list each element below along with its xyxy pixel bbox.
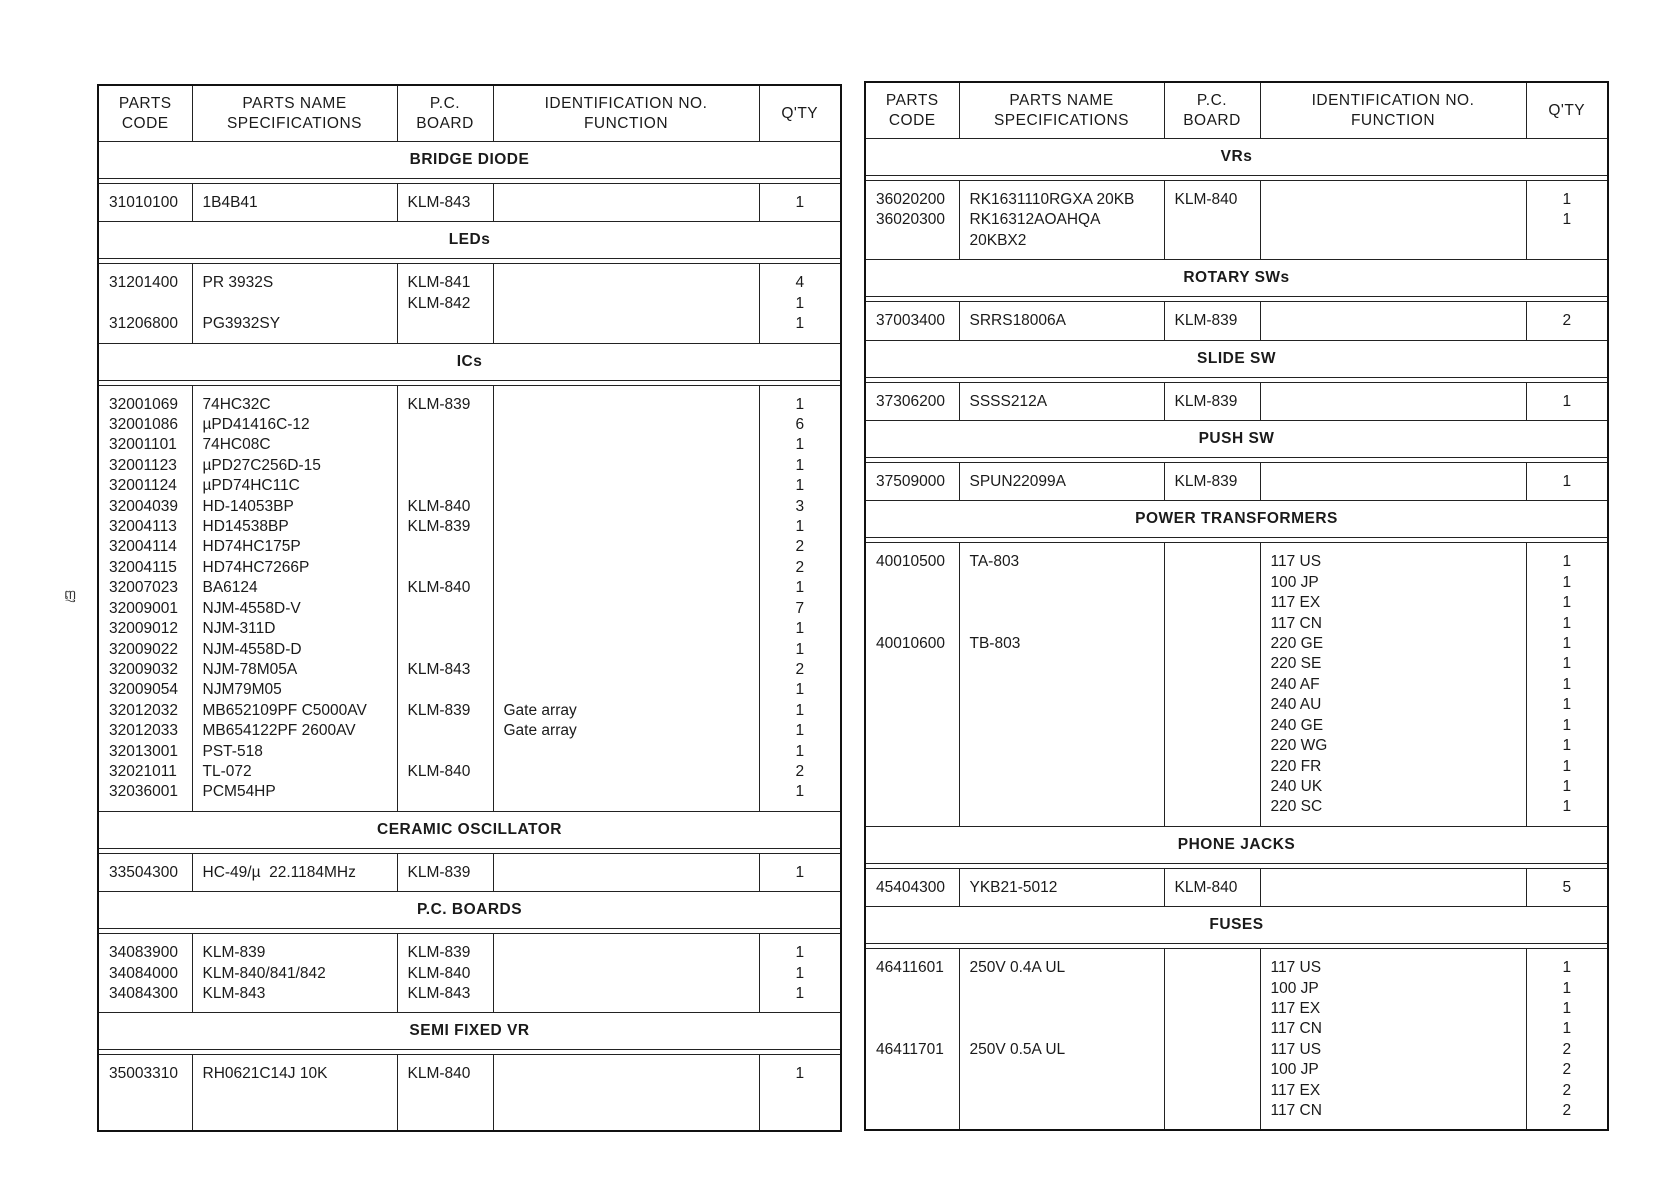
parts-code-cell: 40010500 40010600: [865, 543, 959, 826]
cell-line: 2: [795, 762, 805, 780]
table-row: [98, 385, 841, 811]
cell-line: [504, 517, 749, 537]
cell-line: [408, 742, 483, 762]
cell-line: [504, 619, 749, 639]
cell-line: KLM-843: [407, 660, 471, 678]
cell-line: RK16312AOAHQA: [969, 211, 1101, 229]
cell-line: 1: [795, 722, 805, 740]
cell-line: HD14538BP: [202, 518, 289, 536]
cell-line: 1: [1562, 191, 1572, 208]
cell-line: 32004114: [109, 538, 177, 556]
pc-board-cell: [1164, 543, 1260, 826]
parts-name-cell: 1B4B41: [192, 184, 397, 222]
header-pc-board: P.C. BOARD: [397, 85, 493, 142]
cell-line: HD-14053BP: [202, 497, 294, 515]
cell-line: 34084000: [109, 964, 178, 982]
pc-board-cell: KLM-839: [1164, 382, 1260, 420]
qty-cell: 1: [759, 184, 841, 222]
cell-line: 1: [795, 640, 805, 658]
section-title: SEMI FIXED VR: [98, 1013, 841, 1050]
function-cell: [1260, 543, 1526, 826]
section-title: SLIDE SW: [865, 340, 1608, 377]
cell-line: 36020200: [876, 191, 945, 208]
parts-table-left: [97, 84, 842, 1132]
parts-name-cell: PR 3932S PG3932SY: [192, 264, 397, 343]
function-cell: [1260, 181, 1526, 260]
table-row: [865, 181, 1608, 260]
parts-name-cell: HC-49/µ 22.1184MHz: [192, 853, 397, 891]
cell-line: [408, 782, 483, 802]
cell-line: [408, 537, 483, 557]
cell-line: MB654122PF 2600AV: [202, 722, 356, 740]
table-row: [98, 1055, 841, 1131]
function-cell: [493, 264, 759, 343]
cell-line: 32021011: [109, 762, 177, 780]
table-row: [98, 184, 841, 222]
header-parts-code: PARTS CODE: [865, 82, 959, 139]
parts-code-cell: [98, 934, 192, 1013]
cell-line: 1: [1562, 757, 1572, 775]
cell-line: [408, 680, 483, 700]
table-row: [865, 543, 1608, 826]
parts-code-cell: 31010100: [98, 184, 192, 222]
cell-line: PCM54HP: [202, 783, 276, 801]
cell-line: 1: [1562, 675, 1572, 693]
cell-line: 220 WG: [1270, 737, 1328, 755]
qty-cell: [1526, 181, 1608, 260]
parts-name-cell: SPUN22099A: [959, 463, 1164, 501]
cell-line: 32001069: [109, 395, 178, 413]
cell-line: 240 AU: [1270, 696, 1322, 714]
table-row: [98, 264, 841, 343]
function-cell: [493, 853, 759, 891]
section-title: VRs: [865, 139, 1608, 176]
cell-line: [408, 435, 483, 455]
cell-line: 7: [795, 599, 805, 617]
section-title: ROTARY SWs: [865, 260, 1608, 297]
cell-line: 1: [1562, 573, 1572, 591]
cell-line: 117 EX: [1270, 999, 1321, 1017]
pc-board-cell: [397, 385, 493, 811]
parts-code-cell: 46411601 46411701: [865, 949, 959, 1131]
cell-line: 1: [795, 518, 805, 536]
header-parts-name: PARTS NAME SPECIFICATIONS: [959, 82, 1164, 139]
cell-line: [504, 558, 749, 578]
header-row: [865, 82, 1608, 139]
qty-cell: 1: [1526, 463, 1608, 501]
cell-line: 2: [1562, 1081, 1572, 1099]
section-title: CERAMIC OSCILLATOR: [98, 811, 841, 848]
cell-line: 2: [795, 538, 805, 556]
parts-code-cell: 45404300: [865, 868, 959, 906]
cell-line: KLM-840: [407, 762, 471, 780]
cell-line: 32004113: [109, 518, 177, 536]
cell-line: 1: [1562, 696, 1572, 714]
cell-line: 1: [1562, 655, 1572, 673]
cell-line: 32001101: [109, 436, 177, 454]
qty-cell: 4 1 1: [759, 264, 841, 343]
cell-line: 6: [795, 416, 805, 434]
cell-line: 1: [1562, 635, 1572, 653]
cell-line: 117 US: [1270, 959, 1322, 977]
cell-line: 1: [795, 477, 805, 495]
cell-line: TL-072: [202, 762, 252, 780]
cell-line: 240 GE: [1270, 716, 1324, 734]
parts-table-right: [864, 81, 1609, 1131]
parts-name-cell: YKB21-5012: [959, 868, 1164, 906]
cell-line: 2: [795, 558, 805, 576]
cell-line: 20KBX2: [969, 231, 1027, 249]
cell-line: NJM-311D: [202, 620, 276, 638]
cell-line: Gate array: [503, 701, 577, 719]
cell-line: 1: [1562, 999, 1572, 1017]
cell-line: 100 JP: [1270, 979, 1319, 997]
function-cell: [493, 1055, 759, 1131]
cell-line: NJM-4558D-V: [202, 599, 301, 617]
cell-line: [504, 640, 749, 660]
header-pc-board: P.C. BOARD: [1164, 82, 1260, 139]
header-row: [98, 85, 841, 142]
pc-board-cell: KLM-841 KLM-842: [397, 264, 493, 343]
cell-line: 2: [795, 660, 805, 678]
cell-line: 1: [795, 783, 805, 801]
cell-line: 1: [795, 395, 805, 413]
cell-line: 2: [1562, 1040, 1572, 1058]
parts-name-cell: RH0621C14J 10K: [192, 1055, 397, 1131]
cell-line: 1: [795, 456, 805, 474]
section-title: ICs: [98, 343, 841, 380]
cell-line: KLM-840: [1174, 191, 1238, 208]
cell-line: [408, 558, 483, 578]
cell-line: 1: [1562, 737, 1572, 755]
pc-board-cell: KLM-839: [1164, 463, 1260, 501]
pc-board-cell: KLM-839: [1164, 302, 1260, 340]
header-identification: IDENTIFICATION NO. FUNCTION: [1260, 82, 1526, 139]
section-title: PUSH SW: [865, 421, 1608, 458]
cell-line: RK1631110RGXA 20KB: [969, 191, 1135, 208]
cell-line: 117 US: [1270, 1040, 1322, 1058]
cell-line: 74HC08C: [202, 436, 271, 454]
table-row: [865, 949, 1608, 1131]
pc-board-cell: [397, 934, 493, 1013]
cell-line: 1: [1562, 614, 1572, 632]
parts-name-cell: SSSS212A: [959, 382, 1164, 420]
table-row: [98, 934, 841, 1013]
cell-line: 74HC32C: [202, 395, 271, 413]
cell-line: 1: [1562, 777, 1572, 795]
cell-line: 1: [795, 742, 805, 760]
cell-line: [504, 537, 749, 557]
cell-line: 34083900: [109, 944, 178, 962]
cell-line: 1: [1562, 211, 1572, 229]
cell-line: 1: [795, 579, 805, 597]
table-row: [865, 382, 1608, 420]
cell-line: 1: [795, 701, 805, 719]
cell-line: 1: [795, 964, 805, 982]
cell-line: [504, 599, 749, 619]
function-cell: [1260, 382, 1526, 420]
cell-line: KLM-843: [407, 984, 471, 1002]
parts-code-cell: 31201400 31206800: [98, 264, 192, 343]
cell-line: 36020300: [876, 211, 945, 229]
function-cell: [493, 934, 759, 1013]
header-identification: IDENTIFICATION NO. FUNCTION: [493, 85, 759, 142]
cell-line: [504, 578, 749, 598]
cell-line: µPD27C256D-15: [202, 456, 321, 474]
cell-line: NJM-78M05A: [202, 660, 298, 678]
margin-mark: ញ: [64, 587, 77, 602]
table-row: [865, 463, 1608, 501]
header-parts-code: PARTS CODE: [98, 85, 192, 142]
cell-line: 240 UK: [1270, 777, 1323, 795]
section-title: BRIDGE DIODE: [98, 142, 841, 179]
cell-line: [504, 435, 749, 455]
cell-line: 3: [795, 497, 805, 515]
cell-line: 34084300: [109, 984, 178, 1002]
parts-code-cell: 33504300: [98, 853, 192, 891]
cell-line: 117 CN: [1270, 1020, 1322, 1038]
cell-line: [408, 721, 483, 741]
pc-board-cell: KLM-840: [1164, 868, 1260, 906]
cell-line: 100 JP: [1270, 1061, 1319, 1079]
pc-board-cell: [1164, 949, 1260, 1131]
qty-cell: 1: [1526, 382, 1608, 420]
cell-line: HD74HC175P: [202, 538, 301, 556]
cell-line: 32001124: [109, 477, 177, 495]
cell-line: 1: [795, 944, 805, 962]
qty-cell: [759, 934, 841, 1013]
cell-line: KLM-840: [407, 497, 471, 515]
cell-line: [504, 476, 749, 496]
function-cell: [493, 385, 759, 811]
cell-line: 220 SE: [1270, 655, 1322, 673]
parts-name-cell: 250V 0.4A UL 250V 0.5A UL: [959, 949, 1164, 1131]
cell-line: 220 GE: [1270, 635, 1324, 653]
cell-line: KLM-840: [407, 964, 471, 982]
cell-line: NJM-4558D-D: [202, 640, 302, 658]
cell-line: 1: [1562, 594, 1572, 612]
cell-line: [408, 619, 483, 639]
cell-line: 1: [795, 620, 805, 638]
cell-line: KLM-839: [407, 944, 471, 962]
cell-line: KLM-839: [407, 395, 471, 413]
cell-line: [504, 456, 749, 476]
cell-line: 1: [1562, 553, 1572, 571]
function-cell: [1260, 463, 1526, 501]
section-title: FUSES: [865, 907, 1608, 944]
cell-line: KLM-839: [202, 944, 266, 962]
cell-line: [408, 476, 483, 496]
header-parts-name: PARTS NAME SPECIFICATIONS: [192, 85, 397, 142]
cell-line: 1: [795, 681, 805, 699]
cell-line: µPD41416C-12: [202, 416, 310, 434]
section-title: PHONE JACKS: [865, 826, 1608, 863]
cell-line: 32004039: [109, 497, 178, 515]
section-title: P.C. BOARDS: [98, 892, 841, 929]
parts-code-cell: 37509000: [865, 463, 959, 501]
cell-line: KLM-840: [407, 579, 471, 597]
cell-line: µPD74HC11C: [202, 477, 300, 495]
cell-line: [504, 497, 749, 517]
cell-line: 2: [1562, 1101, 1572, 1119]
cell-line: 32009001: [109, 599, 178, 617]
function-cell: [1260, 302, 1526, 340]
function-cell: [493, 184, 759, 222]
cell-line: 32001086: [109, 416, 178, 434]
cell-line: 32009054: [109, 681, 178, 699]
parts-code-cell: [865, 181, 959, 260]
cell-line: 220 SC: [1270, 798, 1323, 816]
cell-line: [504, 782, 749, 802]
cell-line: 1: [1562, 959, 1572, 977]
cell-line: 117 EX: [1270, 594, 1321, 612]
qty-cell: 2: [1526, 302, 1608, 340]
cell-line: 1: [1562, 979, 1572, 997]
parts-code-cell: 35003310: [98, 1055, 192, 1131]
cell-line: [504, 660, 749, 680]
cell-line: [408, 599, 483, 619]
cell-line: 32009012: [109, 620, 178, 638]
cell-line: 117 US: [1270, 553, 1322, 571]
cell-line: 117 CN: [1270, 1101, 1322, 1119]
cell-line: 32009032: [109, 660, 178, 678]
qty-cell: 1: [759, 853, 841, 891]
table-row: [865, 302, 1608, 340]
function-cell: [1260, 949, 1526, 1131]
cell-line: 32013001: [109, 742, 178, 760]
qty-cell: 5: [1526, 868, 1608, 906]
cell-line: HD74HC7266P: [202, 558, 310, 576]
parts-name-cell: [959, 181, 1164, 260]
parts-name-cell: [192, 934, 397, 1013]
qty-cell: [1526, 543, 1608, 826]
parts-code-cell: 37306200: [865, 382, 959, 420]
cell-line: 32009022: [109, 640, 178, 658]
cell-line: KLM-840/841/842: [202, 964, 326, 982]
section-title: LEDs: [98, 222, 841, 259]
cell-line: NJM79M05: [202, 681, 282, 699]
cell-line: KLM-839: [407, 701, 471, 719]
cell-line: 100 JP: [1270, 573, 1319, 591]
header-qty: Q'TY: [759, 85, 841, 142]
pc-board-cell: KLM-843: [397, 184, 493, 222]
pc-board-cell: [1164, 181, 1260, 260]
parts-name-cell: TA-803 TB-803: [959, 543, 1164, 826]
cell-line: [504, 395, 749, 415]
cell-line: 32012032: [109, 701, 178, 719]
cell-line: 240 AF: [1270, 675, 1320, 693]
cell-line: Gate array: [503, 722, 577, 740]
header-qty: Q'TY: [1526, 82, 1608, 139]
cell-line: 117 EX: [1270, 1081, 1321, 1099]
cell-line: 32007023: [109, 579, 178, 597]
cell-line: 1: [795, 984, 805, 1002]
cell-line: [408, 415, 483, 435]
cell-line: KLM-843: [202, 984, 266, 1002]
cell-line: [504, 415, 749, 435]
cell-line: 2: [1562, 1061, 1572, 1079]
parts-name-cell: [192, 385, 397, 811]
qty-cell: [759, 385, 841, 811]
cell-line: MB652109PF C5000AV: [202, 701, 367, 719]
cell-line: BA6124: [202, 579, 258, 597]
cell-line: [504, 742, 749, 762]
cell-line: 117 CN: [1270, 614, 1322, 632]
cell-line: 32001123: [109, 456, 177, 474]
cell-line: 1: [1562, 1020, 1572, 1038]
section-title: POWER TRANSFORMERS: [865, 501, 1608, 538]
cell-line: [504, 680, 749, 700]
qty-cell: [1526, 949, 1608, 1131]
table-row: [865, 868, 1608, 906]
parts-code-cell: 37003400: [865, 302, 959, 340]
function-cell: [1260, 868, 1526, 906]
cell-line: 1: [1562, 798, 1572, 816]
cell-line: KLM-839: [407, 518, 471, 536]
parts-code-cell: [98, 385, 192, 811]
cell-line: 1: [795, 436, 805, 454]
cell-line: 220 FR: [1270, 757, 1322, 775]
cell-line: 32036001: [109, 783, 178, 801]
cell-line: [408, 640, 483, 660]
table-row: [98, 853, 841, 891]
cell-line: 1: [1562, 716, 1572, 734]
parts-name-cell: SRRS18006A: [959, 302, 1164, 340]
qty-cell: 1: [759, 1055, 841, 1131]
cell-line: PST-518: [202, 742, 263, 760]
cell-line: [504, 762, 749, 782]
cell-line: 32012033: [109, 722, 178, 740]
pc-board-cell: KLM-840: [397, 1055, 493, 1131]
cell-line: [408, 456, 483, 476]
pc-board-cell: KLM-839: [397, 853, 493, 891]
cell-line: 32004115: [109, 558, 177, 576]
